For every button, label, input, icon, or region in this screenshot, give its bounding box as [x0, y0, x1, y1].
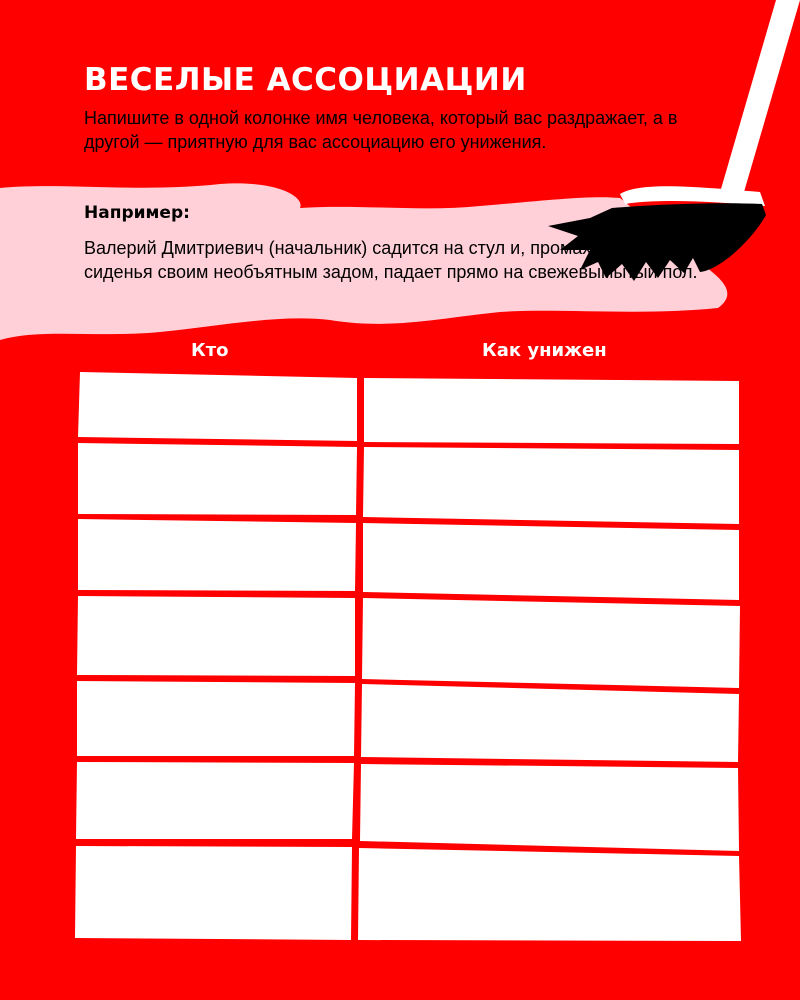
table-cell-who[interactable]: [78, 443, 357, 515]
table-cell-how[interactable]: [363, 523, 739, 600]
table-cell-how[interactable]: [358, 848, 741, 941]
table-cell-how[interactable]: [360, 764, 739, 851]
example-text: Валерий Дмитриевич (начальник) садится на стул и, промахиваясь мимо сиденья своим необъятным задом, падает прямо на свежевымытый пол.: [84, 238, 699, 282]
table-cell-who[interactable]: [78, 372, 357, 441]
table-cell-how[interactable]: [362, 598, 740, 688]
table-cell-who[interactable]: [76, 762, 354, 839]
table-cell-how[interactable]: [364, 378, 739, 444]
table-cell-how[interactable]: [361, 684, 739, 762]
column-header-how: Как унижен: [482, 340, 607, 361]
instructions-text: Напишите в одной колонке имя человека, который вас раздражает, а в другой — приятную для вас ассоциацию его унижения.: [84, 108, 678, 152]
column-header-who: Кто: [191, 340, 229, 361]
table-cell-how[interactable]: [363, 447, 739, 524]
table-cell-who[interactable]: [77, 596, 355, 676]
table-cell-who[interactable]: [78, 519, 356, 591]
page-title: ВЕСЕЛЫЕ АССОЦИАЦИИ: [84, 62, 527, 98]
table-cell-who[interactable]: [75, 846, 352, 940]
table-cell-who[interactable]: [77, 681, 355, 756]
example-label: Например:: [84, 203, 190, 223]
